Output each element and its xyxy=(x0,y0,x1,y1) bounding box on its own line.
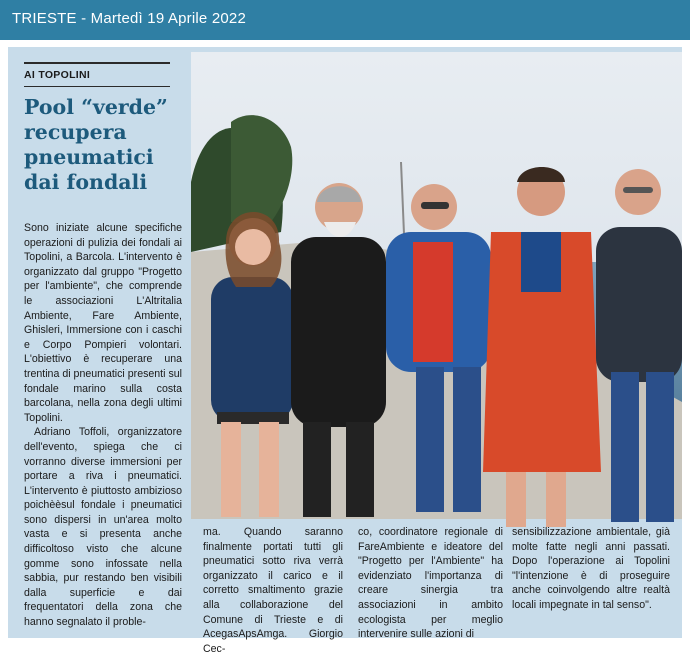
article-column-4 xyxy=(512,525,670,613)
header-bar xyxy=(0,0,690,40)
article-column-1 xyxy=(24,221,182,630)
article-headline: Pool “verde” recupera pneumatici dai fondali xyxy=(24,95,168,194)
newspaper-date-title: TRIESTE - Martedì 19 Aprile 2022 xyxy=(12,10,246,27)
article-photo xyxy=(191,52,682,519)
section-label: AI TOPOLINI xyxy=(24,69,91,81)
section-rule-bottom xyxy=(24,86,170,87)
article-column-2 xyxy=(203,525,343,656)
article-column-3 xyxy=(358,525,503,642)
article-column-2-text: ma. Quando saranno finalmente portati tutti gli pneumatici sotto riva verrà organizzato il carico e il corretto smaltimento grazie alla collaborazione del Comune di Trieste e di AcegasApsAmga. Giorgio Cec- xyxy=(203,526,343,655)
article-left-column xyxy=(8,47,189,638)
article-paragraph-2: Adriano Toffoli, organizzatore dell'evento, spiega che ci vorranno diverse immersioni per portare a riva i pneumatici. L'intervento è piuttosto ambizioso poichèèsul fondale i pneumatici sono dispersi in un'area molto vasta e si presenta anche difficoltoso visto che alcune gomme sono infossate nella sabbia, pur restando ben visibili dalla superficie e dai frequentatori della zona che hanno segnalato il proble- xyxy=(24,426,182,629)
article-column-3-text: co, coordinatore regionale di FareAmbiente e ideatore del "Progetto per l'Ambiente" ha evidenziato l'importanza di creare sinergia tra associazioni in ambito ecologista per meglio intervenire sulle azioni di xyxy=(358,526,503,641)
article-column-4-text: sensibilizzazione ambientale, già molte fatte negli anni passati. Dopo l'operazione ai Topolini "l'intenzione è di proseguire anche coinvolgendo altre realtà locali impegnate in tal senso". xyxy=(512,526,670,611)
section-rule-top xyxy=(24,62,170,64)
article-paragraph-1: Sono iniziate alcune specifiche operazioni di pulizia dei fondali ai Topolini, a Barcola. L'intervento è organizzato dal gruppo "Progetto per l'ambiente", che comprende le associazioni L'Altritalia Ambiente, Fare Ambiente, Ghisleri, Immersione con i caschi e Corpo Pompieri volontari. L'obiettivo è recuperare una trentina di pneumatici presenti sul fondale marino sulla costa barcolana, nella zona degli ultimi Topolini. xyxy=(24,222,182,424)
article-clipping xyxy=(8,47,682,655)
